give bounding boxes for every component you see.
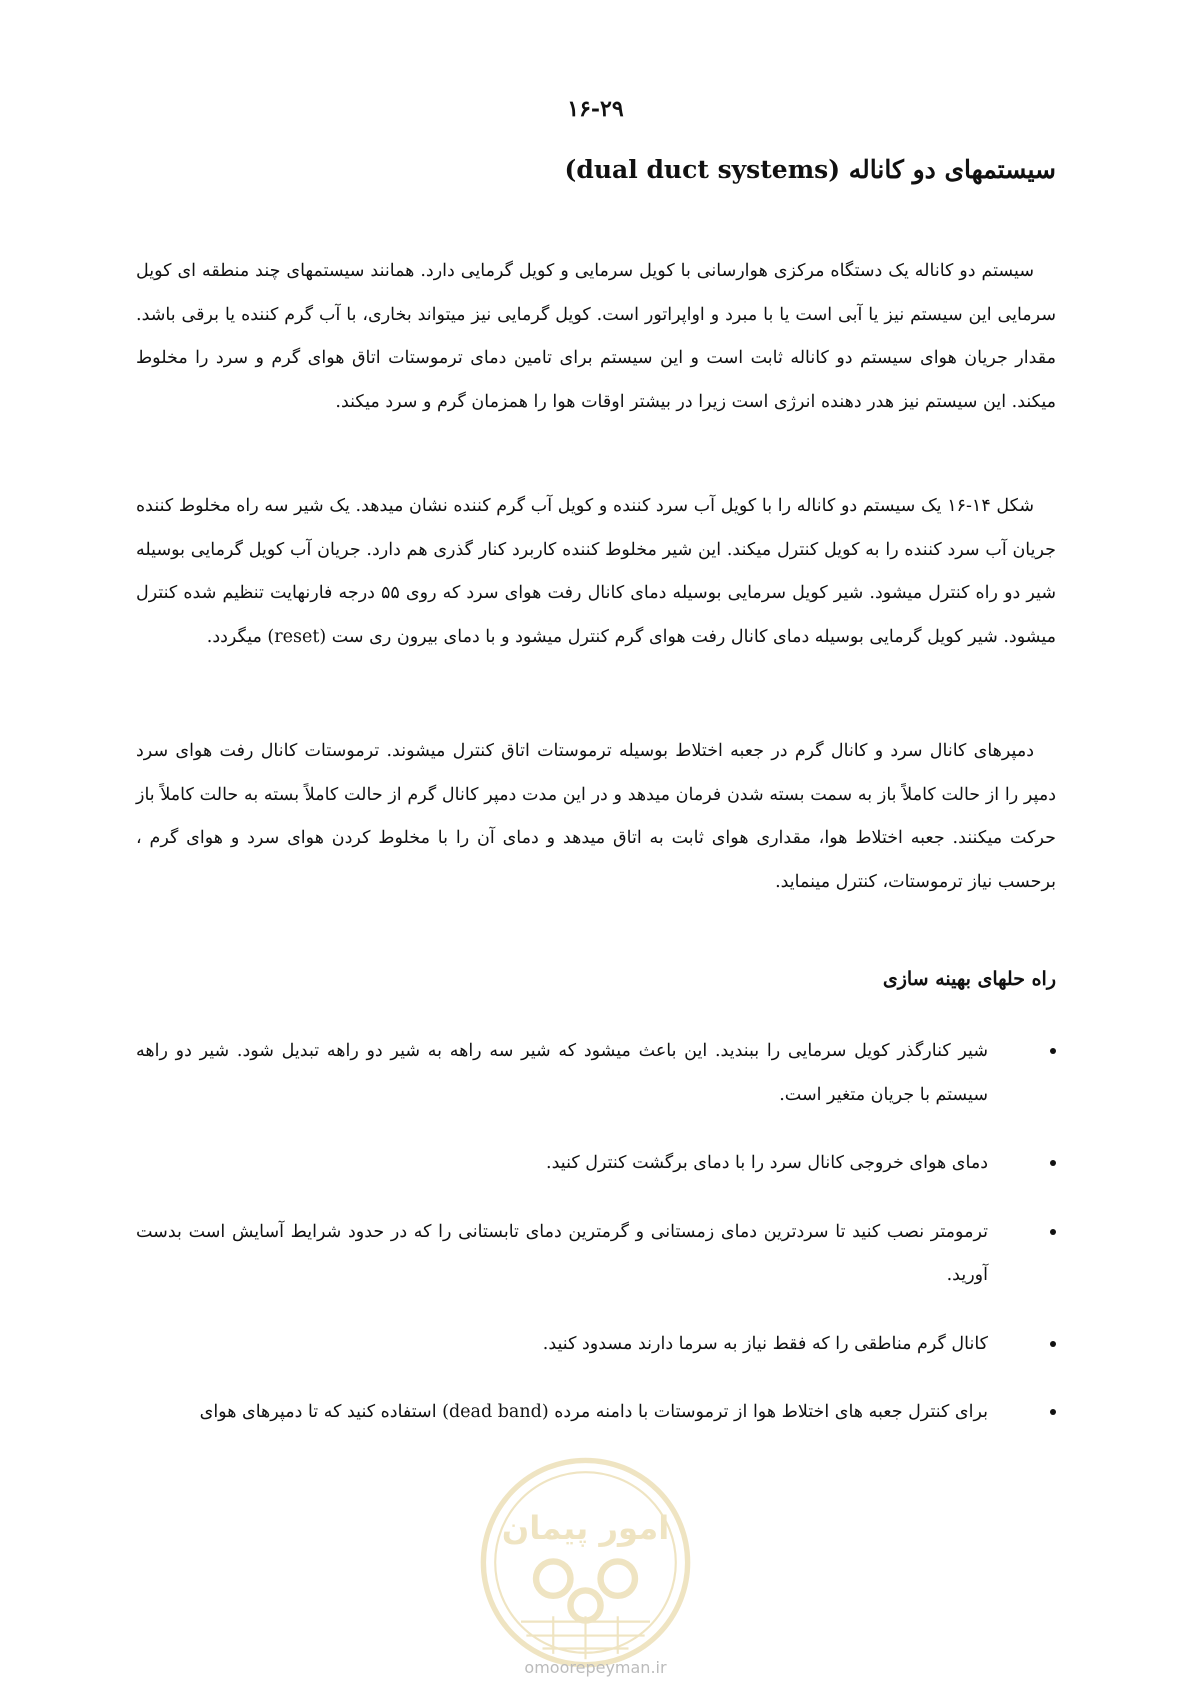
- paragraph-text: دمپرهای کانال سرد و کانال گرم در جعبه اختلاط بوسیله ترموستات اتاق کنترل میشوند. ترموستات کانال رفت هوای سرد دمپر را از حالت کاملاً باز به سمت بسته شدن فرمان میدهد و در این مدت دمپر کانال گرم از حالت کاملاً بسته به حالت کاملاً باز حرکت میکنند. جعبه اختلاط هوا، مقداری هوای ثابت به اتاق میدهد و دمای آن را با مخلوط کردن هوای سرد و هوای گرم ، برحسب نیاز ترموستات، کنترل مینماید.: [136, 741, 1056, 892]
- solutions-list: [136, 1030, 1056, 1460]
- list-item-text: دمای هوای خروجی کانال سرد را با دمای برگشت کنترل کنید.: [546, 1153, 988, 1173]
- list-item: [136, 1323, 1056, 1367]
- paragraph-1: [136, 250, 1056, 424]
- paragraph-text: شکل ۱۴-۱۶ یک سیستم دو کاناله را با کویل آب سرد کننده و کویل آب گرم کننده نشان میدهد. یک شیر سه راه مخلوط کننده جریان آب سرد کننده را به کویل کنترل میکند. این شیر مخلوط کننده کاربرد کنار گذری هم دارد. جریان آب کویل گرمایی بوسیله شیر دو راه کنترل میشود. شیر کویل سرمایی بوسیله دمای کانال رفت هوای سرد که روی ۵۵ درجه فارنهایت تنظیم شده کنترل میشود. شیر کویل گرمایی بوسیله دمای کانال رفت هوای گرم کنترل میشود و با دمای بیرون ری ست (reset) میگردد.: [136, 496, 1056, 647]
- bullet-icon: [1050, 1048, 1056, 1054]
- list-item-text: برای کنترل جعبه های اختلاط هوا از ترموستات با دامنه مرده (dead band) استفاده کنید که تا دمپرهای هوای: [199, 1402, 988, 1422]
- section-title: سیستمهای دو کاناله (dual duct systems): [564, 155, 1056, 184]
- list-item: [136, 1211, 1056, 1298]
- list-item-text: ترمومتر نصب کنید تا سردترین دمای زمستانی و گرمترین دمای تابستانی را که در حدود شرایط آسایش است بدست آورید.: [136, 1221, 988, 1285]
- list-item: [136, 1391, 1056, 1435]
- paragraph-2: [136, 485, 1056, 659]
- paragraph-text: سیستم دو کاناله یک دستگاه مرکزی هوارسانی با کویل سرمایی و کویل گرمایی دارد. همانند سیستمهای چند منطقه ای کویل سرمایی این سیستم نیز یا آبی است یا با مبرد و اواپراتور است. کویل گرمایی نیز میتواند بخاری، با آب گرم کننده یا برقی باشد. مقدار جریان هوای سیستم دو کاناله ثابت است و این سیستم برای تامین دمای ترموستات اتاق هوای گرم و سرد را مخلوط میکند. این سیستم نیز هدر دهنده انرژی است زیرا در بیشتر اوقات هوا را همزمان گرم و سرد میکند.: [136, 261, 1056, 412]
- paragraph-3: [136, 730, 1056, 904]
- bullet-icon: [1050, 1409, 1056, 1415]
- watermark-url: omoorepeyman.ir: [524, 1658, 667, 1677]
- list-item: [136, 1030, 1056, 1117]
- solutions-heading: راه حلهای بهینه سازی: [882, 968, 1056, 990]
- bullet-icon: [1050, 1229, 1056, 1235]
- omoorepeyman-seal-icon: [478, 1455, 693, 1670]
- bullet-icon: [1050, 1341, 1056, 1347]
- list-item-text: شیر کنارگذر کویل سرمایی را ببندید. این باعث میشود که شیر سه راهه به شیر دو راهه تبدیل شود. شیر دو راهه سیستم با جریان متغیر است.: [136, 1041, 988, 1105]
- page-number: ۱۶-۲۹: [567, 96, 624, 122]
- bullet-icon: [1050, 1160, 1056, 1166]
- list-item-text: کانال گرم مناطقی را که فقط نیاز به سرما دارند مسدود کنید.: [542, 1333, 988, 1354]
- list-item: [136, 1142, 1056, 1186]
- watermark-logo-text: امور پیمان: [501, 1508, 670, 1547]
